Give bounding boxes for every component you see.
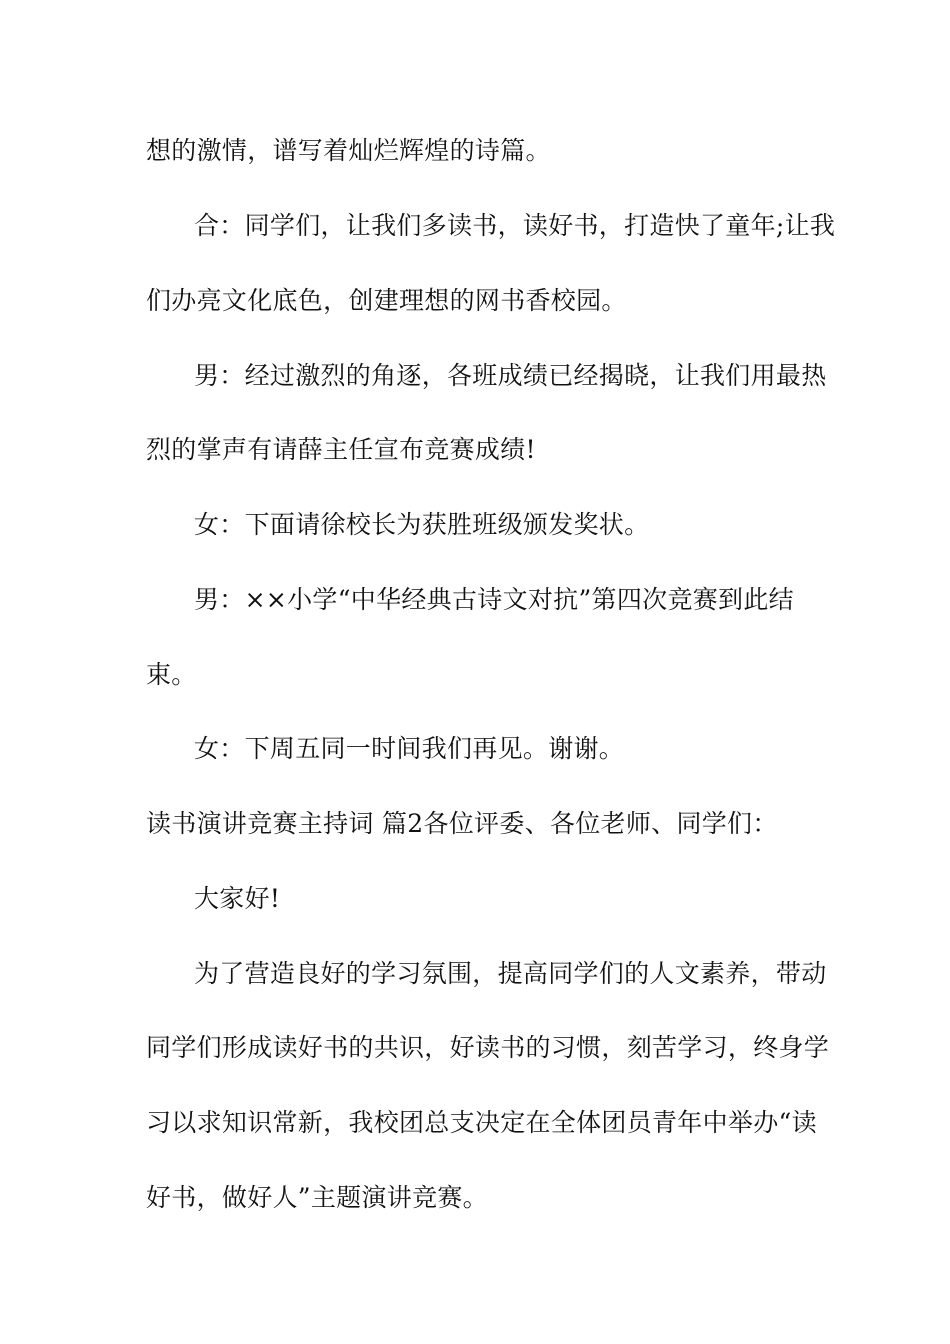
- text-line-7: 男：××小学“中华经典古诗文对抗”第四次竞赛到此结: [194, 585, 794, 614]
- text-line-15: 好书，做好人”主题演讲竞赛。: [146, 1183, 488, 1212]
- text-line-4: 男：经过激烈的角逐，各班成绩已经揭晓，让我们用最热: [194, 361, 827, 390]
- text-line-8: 束。: [146, 660, 197, 689]
- text-line-9: 女：下周五同一时间我们再见。谢谢。: [194, 734, 625, 763]
- text-line-11: 大家好!: [194, 884, 281, 913]
- section-heading-line: 读书演讲竞赛主持词 篇2各位评委、各位老师、同学们：: [146, 809, 778, 838]
- text-line-3: 们办亮文化底色，创建理想的网书香校园。: [146, 286, 627, 315]
- text-line-12: 为了营造良好的学习氛围，提高同学们的人文素养，带动: [194, 959, 827, 988]
- text-line-13: 同学们形成读好书的共识，好读书的习惯，刻苦学习，终身学: [146, 1033, 830, 1062]
- text-line-14: 习以求知识常新，我校团总支决定在全体团员青年中举办“读: [146, 1108, 817, 1137]
- text-line-2: 合：同学们，让我们多读书，读好书，打造快了童年;让我: [194, 211, 836, 240]
- text-line-1: 想的激情，谱写着灿烂辉煌的诗篇。: [146, 136, 551, 165]
- text-line-6: 女：下面请徐校长为获胜班级颁发奖状。: [194, 510, 650, 539]
- text-line-5: 烈的掌声有请薛主任宣布竞赛成绩!: [146, 435, 536, 464]
